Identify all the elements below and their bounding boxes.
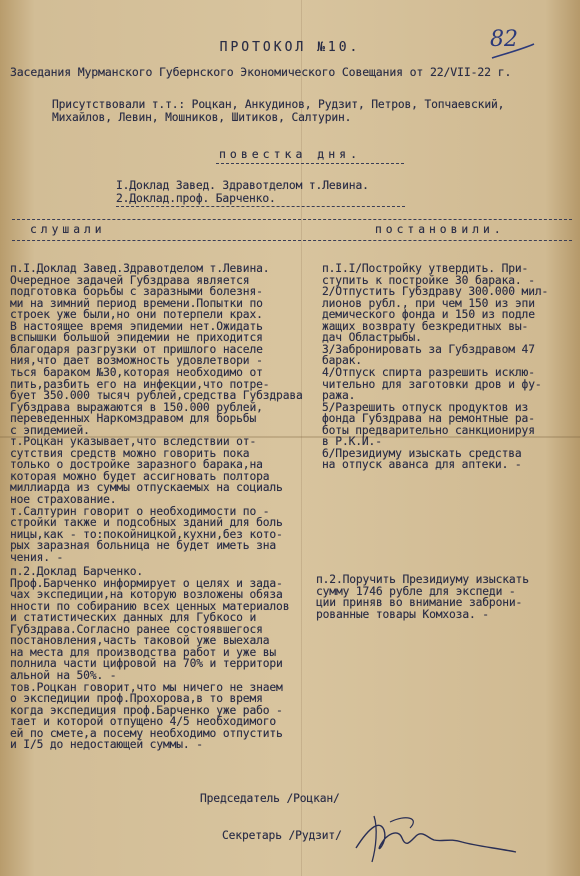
columns-top-rule — [12, 219, 572, 220]
text-line: нности по собиранию всех ценных материалов — [10, 599, 290, 613]
text-line: ей по смете,а посему необходимо отпустить — [10, 726, 283, 740]
text-line: ницы,как - то:покойницкой,кухни,без кото- — [10, 527, 283, 541]
text-line: ния,что дает возможность удовлетвори - — [10, 354, 263, 368]
column-decided-header: постановили. — [375, 223, 505, 236]
text-line: альной на 50%. - — [10, 668, 117, 682]
text-line: т.Роцкан указывает,что вследствии от- — [10, 435, 257, 449]
text-line: которая можно будет ассигновать полтора — [10, 469, 270, 483]
text-line: миллиарда из суммы отпускаемых на социаль — [10, 481, 283, 495]
agenda-bottom-rule — [116, 206, 405, 207]
text-line: строек уже были,но они потерпели крах. — [10, 308, 263, 322]
protocol-title: ПРОТОКОЛ №10. — [219, 40, 361, 55]
agenda-item-2: 2.Доклад.проф. Барченко. — [116, 192, 276, 205]
chairman-signature-line: Председатель /Роцкан/ — [200, 792, 340, 805]
text-line: рых заразная больница не будет иметь зна — [10, 539, 277, 553]
present-members-line-1: Присутствовали т.т.: Роцкан, Анкудинов, Рудзит, Петров, Топчаевский, — [52, 98, 505, 111]
handwritten-signature — [350, 808, 520, 868]
secretary-signature-line: Секретарь /Рудзит/ — [222, 829, 342, 842]
text-line: ться бараком №30,которая необходимо от — [10, 365, 263, 379]
text-line: сумму 1746 рубле для экспеди - — [316, 584, 516, 598]
agenda-item-1: I.Доклад Завед. Здравотделом т.Левина. — [116, 179, 369, 192]
text-line: п.2.Доклад Барченко. — [10, 565, 144, 578]
text-line: переведенных Наркомздравом для борьбы — [10, 412, 257, 426]
text-line: ми на зимний период времени.Попытки по — [10, 296, 263, 310]
text-line: и статистических данных для Губкосо и — [10, 611, 257, 625]
text-line: Проф.Барченко информирует о целях и зада- — [10, 576, 283, 590]
text-line: ступить к постройке 30 барака. - — [322, 273, 535, 287]
text-line: 6/Президиуму изыскать средства — [322, 446, 522, 460]
text-line: 4/Отпуск спирта разрешить исклю- — [322, 365, 535, 379]
text-line: В настоящее время эпидемии нет.Ожидать — [10, 319, 263, 333]
agenda-heading: повестка дня. — [218, 147, 361, 161]
text-line: 5/Разрешить отпуск продуктов из — [322, 400, 529, 414]
present-members-line-2: Михайлов, Левин, Мошников, Шитиков, Салтурин. — [52, 111, 352, 124]
text-line: лионов рубл., при чем 150 из эпи — [322, 296, 535, 310]
text-line: ции приняв во внимание заброни- — [316, 596, 523, 610]
text-line: стройки также и подсобных зданий для боль — [10, 516, 283, 530]
text-line: в Р.К.И.- — [322, 435, 382, 449]
column-heard-header: слушали — [30, 223, 106, 236]
text-line: на отпуск аванса для аптеки. - — [322, 458, 522, 472]
text-line: п.I.I/Постройку утвердить. При- — [322, 262, 529, 275]
text-line: Губздрава выражаются в 150.000 рублей, — [10, 400, 263, 414]
text-line: только о достройке заразного барака,на — [10, 458, 263, 472]
text-line: тов.Роцкан говорит,что мы ничего не знаем — [10, 680, 283, 694]
text-line: дач Областрыбы. — [322, 331, 422, 345]
text-line: п.2.Поручить Президиуму изыскать — [316, 573, 529, 586]
text-line: вспышки большой эпидемии не приходится — [10, 331, 263, 345]
text-line: чах экспедиции,на которую возложены обяза — [10, 588, 283, 602]
text-line: на места для производства работ и уже вы — [10, 645, 277, 659]
text-line: благодаря разгрузки от пришлого населе — [10, 342, 263, 356]
text-line: сутствия средств можно говорить пока — [10, 446, 250, 460]
text-line: Очередное задачей Губздрава является — [10, 273, 250, 287]
text-line: Губздрава.Согласно ранее состоявшегося — [10, 622, 263, 636]
page-number-text: 82 — [490, 27, 518, 52]
text-line: ража. — [322, 389, 356, 403]
text-line: п.I.Доклад Завед.Здравотделом т.Левина. — [10, 262, 270, 275]
text-line: когда экспедиция проф.Барченко уже рабо - — [10, 703, 283, 717]
text-line: чения. - — [10, 550, 64, 564]
text-line: подготовка борьбы с заразными болезня- — [10, 285, 263, 299]
text-line: рованные товары Комхоза. - — [316, 607, 489, 621]
columns-header-rule — [12, 240, 572, 241]
text-line: и I/5 до недостающей суммы. - — [10, 738, 203, 752]
text-line: жащих возврату безкредитных вы- — [322, 319, 529, 333]
text-line: демического фонда и 150 из подле — [322, 308, 535, 322]
text-line: барак. — [322, 354, 362, 368]
text-line: т.Салтурин говорит о необходимости по - — [10, 504, 270, 518]
text-line: с эпидемией. — [10, 423, 90, 437]
text-line: 2/Отпустить Губздраву 300.000 мил- — [322, 285, 549, 299]
paper-fold-vertical — [301, 0, 302, 876]
text-line: полнила части цифровой на 70% и территори — [10, 657, 283, 671]
text-line: о экспедиции проф.Прохорова,в то время — [10, 692, 263, 706]
text-line: фонда Губздрава на ремонтные ра- — [322, 412, 535, 426]
text-line: ное страхование. — [10, 493, 117, 506]
text-line: тает и которой отпущено 4/5 необходимого — [10, 715, 277, 729]
meeting-subtitle: Заседания Мурманского Губернского Экономического Совещания от 22/VII-22 г. — [10, 65, 512, 79]
text-line: 3/Забронировать за Губздравом 47 — [322, 342, 535, 356]
text-line: постановления,часть таковой уже выехала — [10, 634, 270, 648]
text-line: пить,разбить его на инфекции,что потре- — [10, 377, 270, 391]
agenda-underline — [216, 163, 404, 164]
text-line: чительно для заготовки дров и фу- — [322, 377, 542, 391]
text-line: бует 350.000 тысяч рублей,средства Губздрава — [10, 389, 303, 403]
text-line: боты предварительно санкционируя — [322, 423, 535, 437]
